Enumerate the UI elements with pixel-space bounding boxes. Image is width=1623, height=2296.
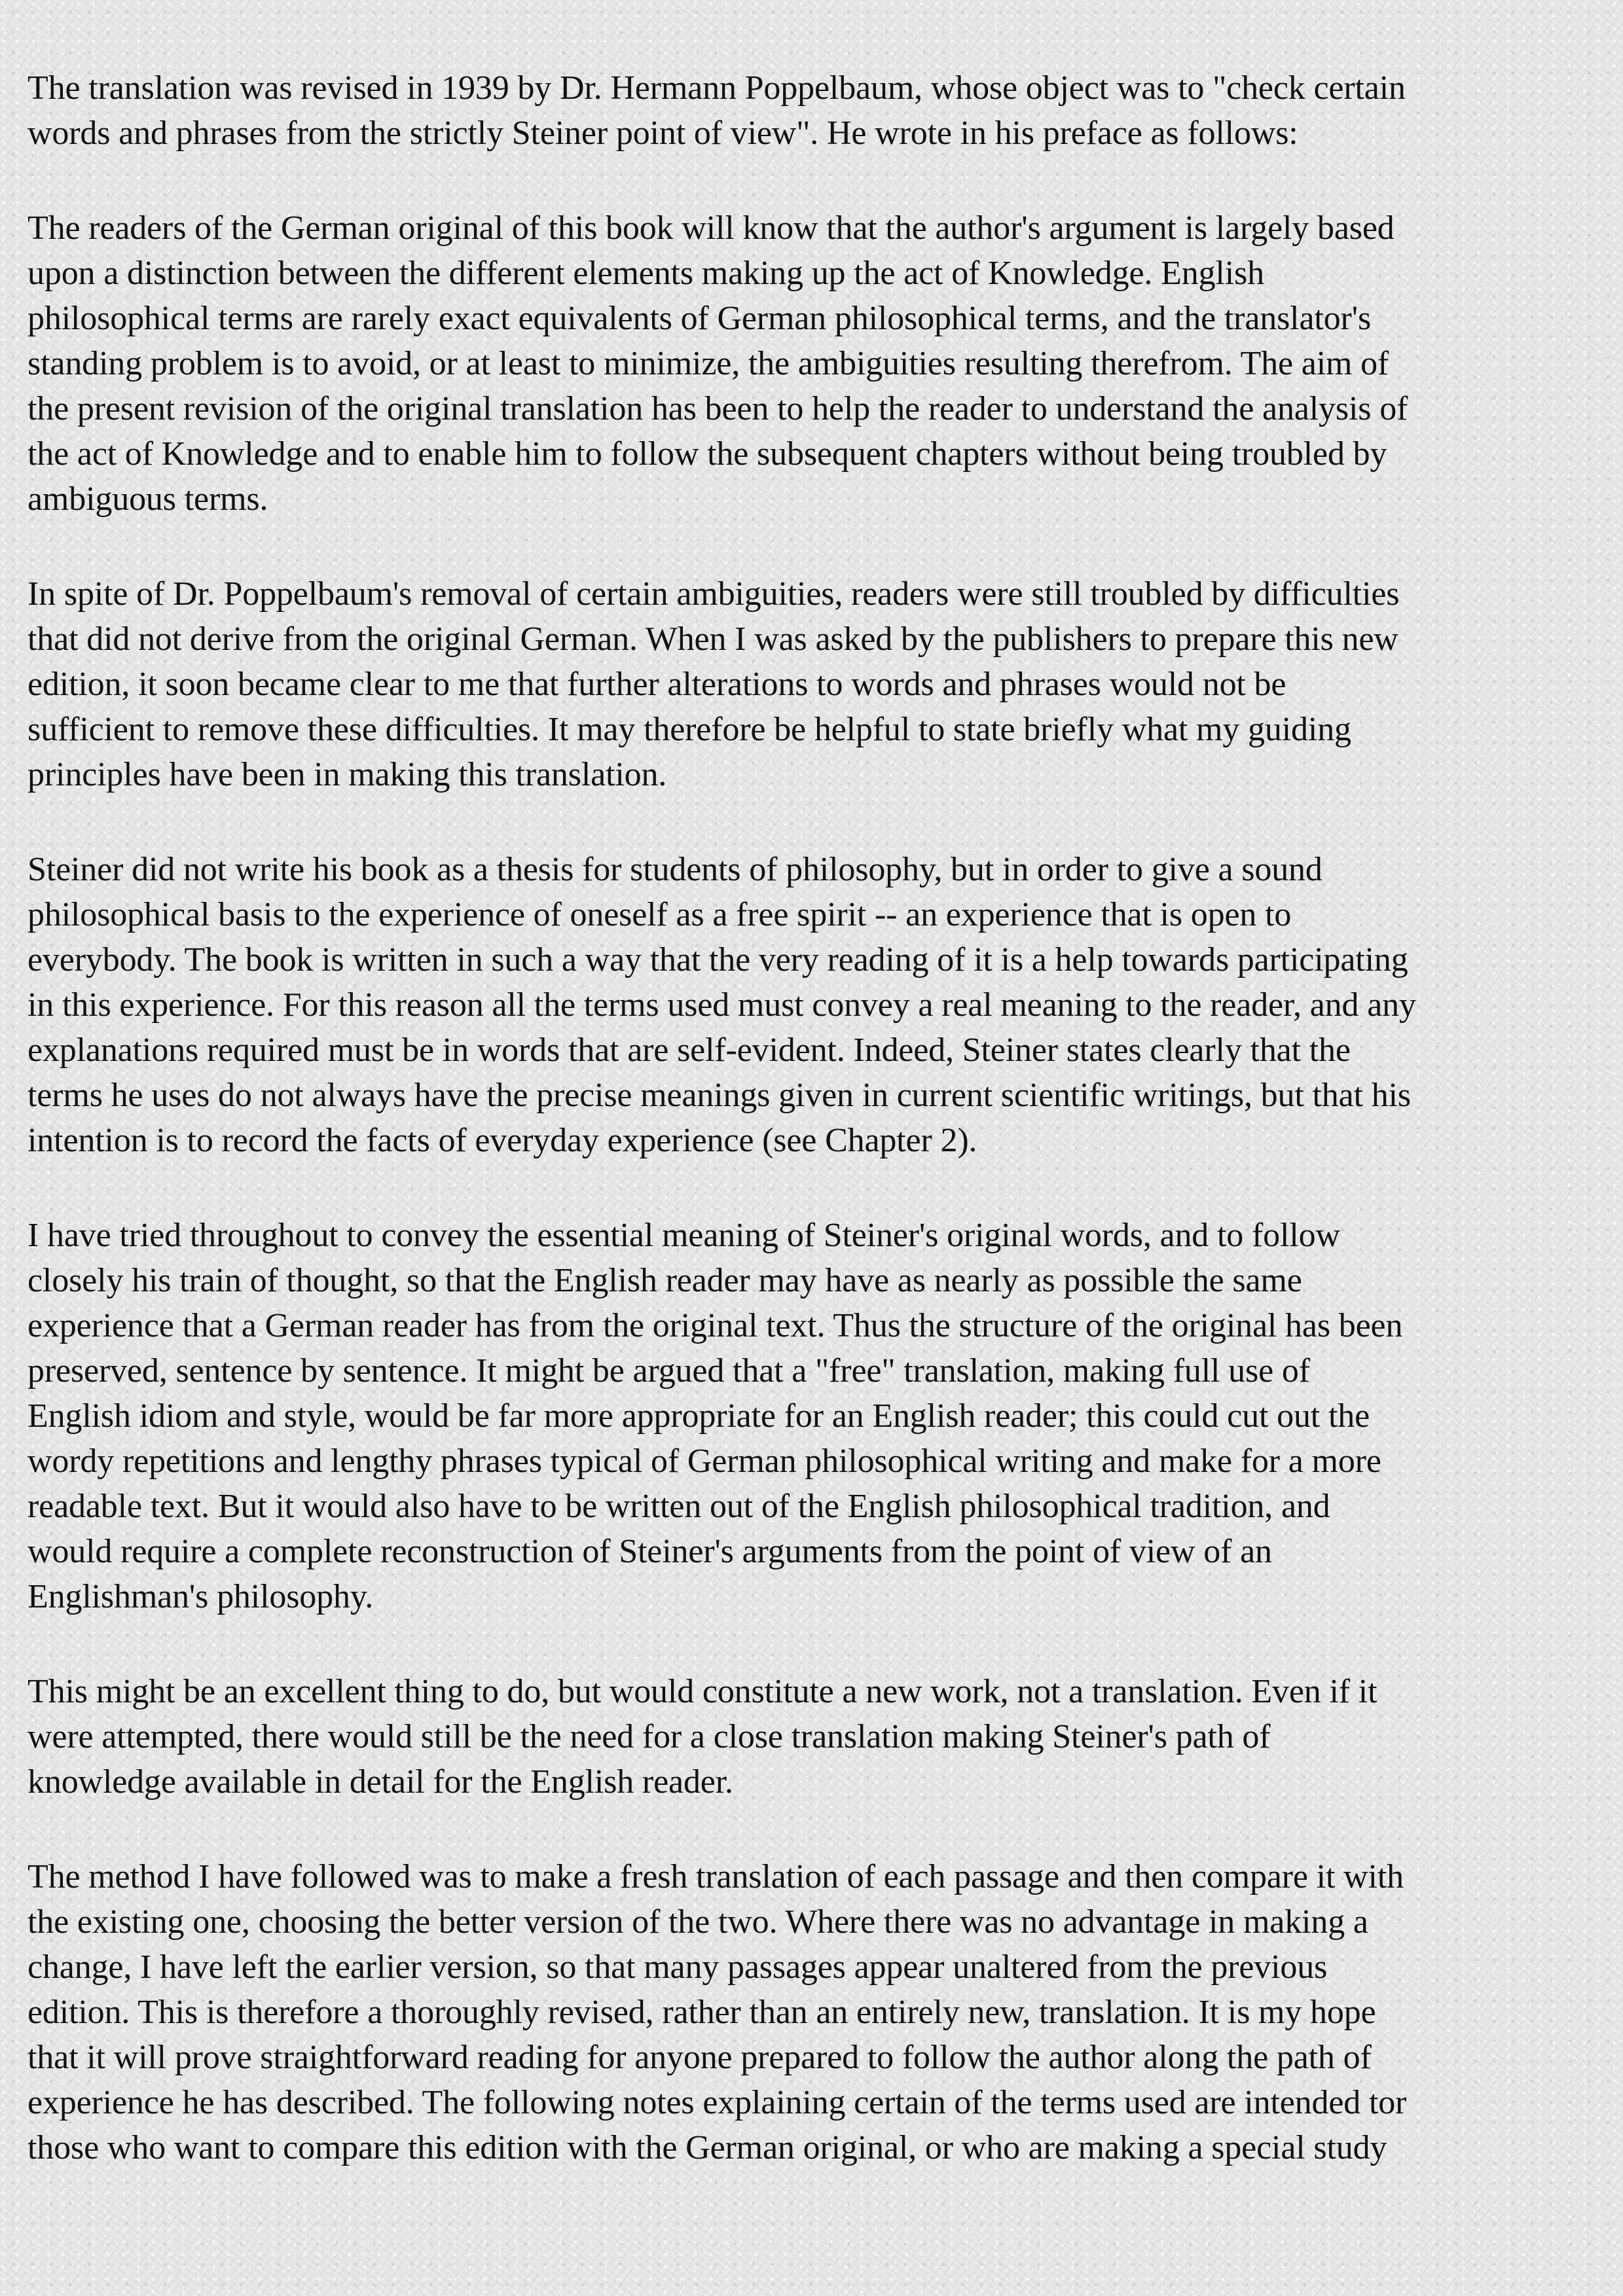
paragraph-new-work-note: This might be an excellent thing to do, but would constitute a new work, not a translation. Even if it were attempted, there would still be the need for a close translation making Steiner's path of knowledge available in detail for the English reader.: [27, 1673, 1377, 1801]
document-page: [27, 65, 1599, 2220]
paragraph-translation-approach: I have tried throughout to convey the essential meaning of Steiner's original words, and to follow closely his train of thought, so that the English reader may have as nearly as possible the same experience that a German reader has from the original text. Thus the structure of the original has been preserved, sentence by sentence. It might be argued that a "free" translation, making full use of English idiom and style, would be far more appropriate for an English reader; this could cut out the wordy repetitions and lengthy phrases typical of German philosophical writing and make for a more readable text. But it would also have to be written out of the English philosophical tradition, and would require a complete reconstruction of Steiner's arguments from the point of view of an Englishman's philosophy.: [27, 1217, 1403, 1615]
paragraph-revision-1939: The translation was revised in 1939 by Dr. Hermann Poppelbaum, whose object was to "check certain words and phrases from the strictly Steiner point of view". He wrote in his preface as follows:: [27, 69, 1406, 152]
paragraph-preface-quote: The readers of the German original of this book will know that the author's argument is largely based upon a distinction between the different elements making up the act of Knowledge. English philosophical terms are rarely exact equivalents of German philosophical terms, and the translator's standing problem is to avoid, or at least to minimize, the ambiguities resulting therefrom. The aim of the present revision of the original translation has been to help the reader to understand the analysis of the act of Knowledge and to enable him to follow the subsequent chapters without being troubled by ambiguous terms.: [27, 209, 1408, 518]
paragraph-method: The method I have followed was to make a fresh translation of each passage and then compare it with the existing one, choosing the better version of the two. Where there was no advantage in making a change, I have left the earlier version, so that many passages appear unaltered from the previous edition. This is therefore a thoroughly revised, rather than an entirely new, translation. It is my hope that it will prove straightforward reading for anyone prepared to follow the author along the path of experience he has described. The following notes explaining certain of the terms used are intended tor those who want to compare this edition with the German original, or who are making a special study: [27, 1858, 1407, 2166]
paragraph-purpose-of-book: Steiner did not write his book as a thesis for students of philosophy, but in order to give a sound philosophical basis to the experience of oneself as a free spirit -- an experience that is open to everybody. The book is written in such a way that the very reading of it is a help towards participating in this experience. For this reason all the terms used must convey a real meaning to the reader, and any explanations required must be in words that are self-evident. Indeed, Steiner states clearly that the terms he uses do not always have the precise meanings given in current scientific writings, but that his intention is to record the facts of everyday experience (see Chapter 2).: [27, 851, 1416, 1159]
paragraph-remaining-difficulties: In spite of Dr. Poppelbaum's removal of certain ambiguities, readers were still troubled by difficulties that did not derive from the original German. When I was asked by the publishers to prepare this new edition, it soon became clear to me that further alterations to words and phrases would not be sufficient to remove these difficulties. It may therefore be helpful to state briefly what my guiding principles have been in making this translation.: [27, 575, 1400, 793]
